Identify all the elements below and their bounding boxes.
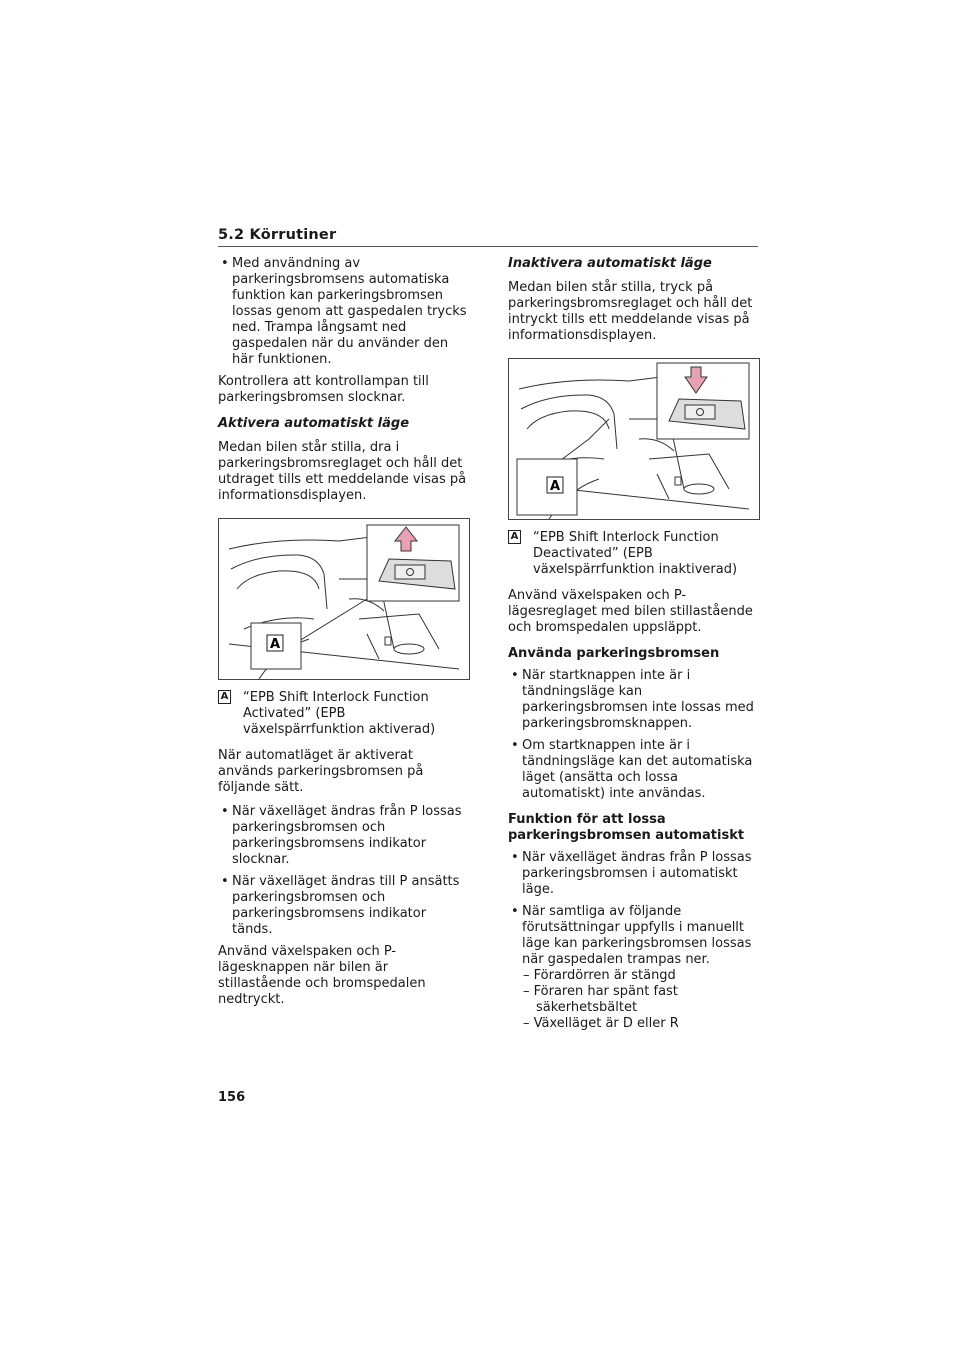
dash-icon: – bbox=[523, 1016, 530, 1031]
caption-text: “EPB Shift Interlock Function Activated” (EPB växelspärrfunktion aktiverad) bbox=[243, 690, 436, 737]
bullet-icon: • bbox=[511, 668, 519, 683]
caption-text: “EPB Shift Interlock Function Deactivated” (EPB växelspärrfunktion inaktiverad) bbox=[533, 530, 738, 577]
figure-activate bbox=[218, 518, 470, 680]
bullet-icon: • bbox=[511, 904, 519, 919]
bullet-item bbox=[218, 874, 470, 938]
bullet-text: När växelläget ändras från P lossas parkeringsbromsen i automatiskt läge. bbox=[522, 850, 752, 897]
bullet-item bbox=[508, 904, 760, 968]
figure-deactivate bbox=[508, 358, 760, 520]
callout-a-icon: A bbox=[508, 530, 521, 544]
sub-item bbox=[508, 968, 760, 984]
bullet-text: När startknappen inte är i tändningsläge kan parkeringsbromsen inte lossas med parkeringsbromsknappen. bbox=[522, 668, 754, 731]
bullet-icon: • bbox=[221, 874, 229, 889]
paragraph: Medan bilen står stilla, dra i parkeringsbromsreglaget och håll det utdraget tills ett meddelande visas på informationsdisplayen. bbox=[218, 440, 467, 503]
bullet-item bbox=[218, 804, 470, 868]
bullet-icon: • bbox=[221, 256, 229, 271]
bullet-text: När växelläget ändras från P lossas parkeringsbromsen och parkeringsbromsens indikator slocknar. bbox=[232, 804, 462, 867]
bullet-item bbox=[508, 738, 760, 802]
section-title: 5.2 Körrutiner bbox=[218, 227, 337, 243]
bullet-icon: • bbox=[511, 738, 519, 753]
page-number: 156 bbox=[218, 1090, 246, 1105]
paragraph: När automatläget är aktiverat används parkeringsbromsen på följande sätt. bbox=[218, 748, 424, 795]
sub-item-text: Växelläget är D eller R bbox=[533, 1016, 679, 1031]
dashboard-illustration bbox=[509, 359, 759, 519]
bullet-icon: • bbox=[511, 850, 519, 865]
paragraph: Medan bilen står stilla, tryck på parkeringsbromsreglaget och håll det intryckt tills ett meddelande visas på informationsdisplayen. bbox=[508, 280, 753, 343]
figure-label: A bbox=[549, 479, 561, 494]
figure-label: A bbox=[269, 637, 281, 652]
sub-item-text: Förardörren är stängd bbox=[533, 968, 676, 983]
bullet-item bbox=[508, 668, 760, 732]
sub-item bbox=[508, 1016, 760, 1032]
paragraph: Använd växelspaken och P-lägesknappen när bilen är stillastående och bromspedalen nedtryckt. bbox=[218, 944, 426, 1007]
paragraph: Kontrollera att kontrollampan till parkeringsbromsen slocknar. bbox=[218, 374, 429, 405]
dash-icon: – bbox=[523, 968, 530, 983]
callout-a-icon: A bbox=[218, 690, 231, 704]
sub-item-text: Föraren har spänt fast säkerhetsbältet bbox=[533, 984, 678, 1015]
figure-caption bbox=[508, 530, 760, 578]
subheading-activate: Aktivera automatiskt läge bbox=[218, 416, 410, 431]
dashboard-illustration bbox=[219, 519, 469, 679]
bullet-item bbox=[218, 256, 470, 368]
bullet-item bbox=[508, 850, 760, 898]
dash-icon: – bbox=[523, 984, 530, 999]
bullet-text: Om startknappen inte är i tändningsläge kan det automatiska läget (ansätta och lossa automatiskt) inte användas. bbox=[522, 738, 753, 801]
bullet-text: När samtliga av följande förutsättningar uppfylls i manuellt läge kan parkeringsbromsen lossas när gaspedalen trampas ner. bbox=[522, 904, 752, 967]
bullet-text: När växelläget ändras till P ansätts parkeringsbromsen och parkeringsbromsens indikator tänds. bbox=[232, 874, 460, 937]
right-column bbox=[508, 256, 760, 1032]
sub-item bbox=[508, 984, 760, 1016]
subheading-deactivate: Inaktivera automatiskt läge bbox=[508, 256, 712, 271]
paragraph: Använd växelspaken och P-lägesreglaget med bilen stillastående och bromspedalen uppsläppt. bbox=[508, 588, 753, 635]
subheading-auto-release: Funktion för att lossa parkeringsbromsen automatiskt bbox=[508, 812, 745, 843]
subheading-use-brake: Använda parkeringsbromsen bbox=[508, 646, 720, 661]
bullet-icon: • bbox=[221, 804, 229, 819]
left-column bbox=[218, 256, 470, 1016]
bullet-text: Med användning av parkeringsbromsens automatiska funktion kan parkeringsbromsen lossas genom att gaspedalen trycks ned. Trampa långsamt ned gaspedalen när du använder den här funktionen. bbox=[232, 256, 467, 367]
figure-caption bbox=[218, 690, 470, 738]
section-header bbox=[218, 224, 758, 247]
